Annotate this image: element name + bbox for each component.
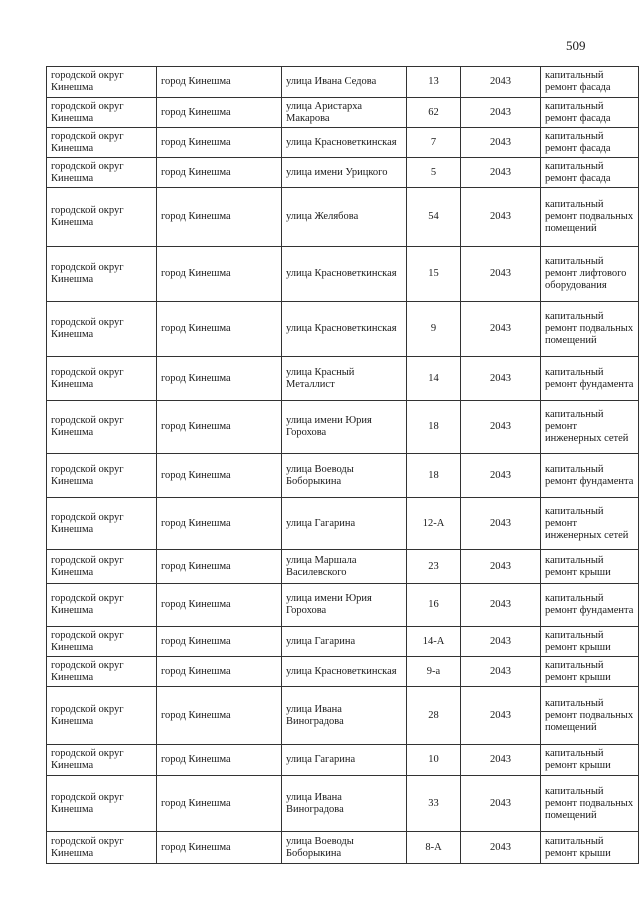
work-type-cell: капитальный ремонт фасада: [541, 158, 639, 188]
street-cell: улица Гагарина: [282, 498, 407, 550]
year-cell: 2043: [461, 247, 541, 302]
year-cell: 2043: [461, 128, 541, 158]
okrug-cell: городской округ Кинешма: [47, 745, 157, 776]
city-cell: город Кинешма: [157, 687, 282, 745]
year-cell: 2043: [461, 188, 541, 247]
street-cell: улица имени Юрия Горохова: [282, 401, 407, 454]
street-cell: улица имени Юрия Горохова: [282, 584, 407, 627]
table-row: [47, 745, 639, 776]
okrug-cell: городской округ Кинешма: [47, 98, 157, 128]
city-cell: город Кинешма: [157, 98, 282, 128]
house-number-cell: 14-А: [407, 627, 461, 657]
work-type-cell: капитальный ремонт фасада: [541, 128, 639, 158]
street-cell: улица Гагарина: [282, 745, 407, 776]
table-row: [47, 401, 639, 454]
okrug-cell: городской округ Кинешма: [47, 302, 157, 357]
work-type-cell: капитальный ремонт фундамента: [541, 584, 639, 627]
street-cell: улица Красноветкинская: [282, 657, 407, 687]
work-type-cell: капитальный ремонт фундамента: [541, 357, 639, 401]
year-cell: 2043: [461, 498, 541, 550]
repair-schedule-table: [46, 66, 639, 864]
table-row: [47, 247, 639, 302]
work-type-cell: капитальный ремонт лифтового оборудования: [541, 247, 639, 302]
city-cell: город Кинешма: [157, 247, 282, 302]
okrug-cell: городской округ Кинешма: [47, 832, 157, 864]
okrug-cell: городской округ Кинешма: [47, 67, 157, 98]
work-type-cell: капитальный ремонт фасада: [541, 67, 639, 98]
street-cell: улица Ивана Виноградова: [282, 687, 407, 745]
table-row: [47, 832, 639, 864]
city-cell: город Кинешма: [157, 550, 282, 584]
table-row: [47, 687, 639, 745]
work-type-cell: капитальный ремонт подвальных помещений: [541, 188, 639, 247]
work-type-cell: капитальный ремонт инженерных сетей: [541, 401, 639, 454]
table-row: [47, 657, 639, 687]
street-cell: улица Воеводы Боборыкина: [282, 454, 407, 498]
okrug-cell: городской округ Кинешма: [47, 687, 157, 745]
work-type-cell: капитальный ремонт инженерных сетей: [541, 498, 639, 550]
city-cell: город Кинешма: [157, 498, 282, 550]
table-row: [47, 158, 639, 188]
okrug-cell: городской округ Кинешма: [47, 627, 157, 657]
year-cell: 2043: [461, 302, 541, 357]
city-cell: город Кинешма: [157, 401, 282, 454]
street-cell: улица имени Урицкого: [282, 158, 407, 188]
year-cell: 2043: [461, 357, 541, 401]
table-row: [47, 188, 639, 247]
work-type-cell: капитальный ремонт крыши: [541, 657, 639, 687]
house-number-cell: 12-А: [407, 498, 461, 550]
street-cell: улица Маршала Василевского: [282, 550, 407, 584]
street-cell: улица Красноветкинская: [282, 247, 407, 302]
city-cell: город Кинешма: [157, 745, 282, 776]
work-type-cell: капитальный ремонт крыши: [541, 627, 639, 657]
okrug-cell: городской округ Кинешма: [47, 247, 157, 302]
house-number-cell: 28: [407, 687, 461, 745]
city-cell: город Кинешма: [157, 67, 282, 98]
city-cell: город Кинешма: [157, 832, 282, 864]
okrug-cell: городской округ Кинешма: [47, 657, 157, 687]
work-type-cell: капитальный ремонт подвальных помещений: [541, 776, 639, 832]
okrug-cell: городской округ Кинешма: [47, 357, 157, 401]
street-cell: улица Воеводы Боборыкина: [282, 832, 407, 864]
table-row: [47, 302, 639, 357]
year-cell: 2043: [461, 454, 541, 498]
street-cell: улица Гагарина: [282, 627, 407, 657]
house-number-cell: 62: [407, 98, 461, 128]
house-number-cell: 9-а: [407, 657, 461, 687]
table-row: [47, 357, 639, 401]
table-row: [47, 128, 639, 158]
okrug-cell: городской округ Кинешма: [47, 128, 157, 158]
house-number-cell: 8-А: [407, 832, 461, 864]
house-number-cell: 15: [407, 247, 461, 302]
house-number-cell: 18: [407, 454, 461, 498]
year-cell: 2043: [461, 98, 541, 128]
city-cell: город Кинешма: [157, 128, 282, 158]
table-row: [47, 550, 639, 584]
year-cell: 2043: [461, 745, 541, 776]
year-cell: 2043: [461, 627, 541, 657]
house-number-cell: 18: [407, 401, 461, 454]
work-type-cell: капитальный ремонт фасада: [541, 98, 639, 128]
page-number: 509: [566, 38, 586, 53]
table-row: [47, 776, 639, 832]
work-type-cell: капитальный ремонт крыши: [541, 745, 639, 776]
okrug-cell: городской округ Кинешма: [47, 498, 157, 550]
house-number-cell: 9: [407, 302, 461, 357]
house-number-cell: 5: [407, 158, 461, 188]
house-number-cell: 7: [407, 128, 461, 158]
street-cell: улица Ивана Виноградова: [282, 776, 407, 832]
work-type-cell: капитальный ремонт крыши: [541, 550, 639, 584]
city-cell: город Кинешма: [157, 158, 282, 188]
house-number-cell: 54: [407, 188, 461, 247]
table-row: [47, 98, 639, 128]
year-cell: 2043: [461, 584, 541, 627]
okrug-cell: городской округ Кинешма: [47, 584, 157, 627]
city-cell: город Кинешма: [157, 657, 282, 687]
okrug-cell: городской округ Кинешма: [47, 158, 157, 188]
work-type-cell: капитальный ремонт фундамента: [541, 454, 639, 498]
city-cell: город Кинешма: [157, 357, 282, 401]
house-number-cell: 13: [407, 67, 461, 98]
year-cell: 2043: [461, 776, 541, 832]
house-number-cell: 33: [407, 776, 461, 832]
work-type-cell: капитальный ремонт крыши: [541, 832, 639, 864]
year-cell: 2043: [461, 687, 541, 745]
street-cell: улица Красноветкинская: [282, 302, 407, 357]
table-row: [47, 498, 639, 550]
house-number-cell: 10: [407, 745, 461, 776]
house-number-cell: 23: [407, 550, 461, 584]
city-cell: город Кинешма: [157, 584, 282, 627]
year-cell: 2043: [461, 832, 541, 864]
table-row: [47, 67, 639, 98]
city-cell: город Кинешма: [157, 776, 282, 832]
table-row: [47, 584, 639, 627]
okrug-cell: городской округ Кинешма: [47, 550, 157, 584]
city-cell: город Кинешма: [157, 454, 282, 498]
street-cell: улица Красноветкинская: [282, 128, 407, 158]
table-row: [47, 627, 639, 657]
okrug-cell: городской округ Кинешма: [47, 401, 157, 454]
street-cell: улица Красный Металлист: [282, 357, 407, 401]
okrug-cell: городской округ Кинешма: [47, 454, 157, 498]
year-cell: 2043: [461, 657, 541, 687]
house-number-cell: 14: [407, 357, 461, 401]
street-cell: улица Аристарха Макарова: [282, 98, 407, 128]
city-cell: город Кинешма: [157, 627, 282, 657]
year-cell: 2043: [461, 550, 541, 584]
house-number-cell: 16: [407, 584, 461, 627]
work-type-cell: капитальный ремонт подвальных помещений: [541, 687, 639, 745]
year-cell: 2043: [461, 158, 541, 188]
okrug-cell: городской округ Кинешма: [47, 776, 157, 832]
table-row: [47, 454, 639, 498]
city-cell: город Кинешма: [157, 302, 282, 357]
year-cell: 2043: [461, 401, 541, 454]
street-cell: улица Желябова: [282, 188, 407, 247]
street-cell: улица Ивана Седова: [282, 67, 407, 98]
work-type-cell: капитальный ремонт подвальных помещений: [541, 302, 639, 357]
year-cell: 2043: [461, 67, 541, 98]
okrug-cell: городской округ Кинешма: [47, 188, 157, 247]
city-cell: город Кинешма: [157, 188, 282, 247]
